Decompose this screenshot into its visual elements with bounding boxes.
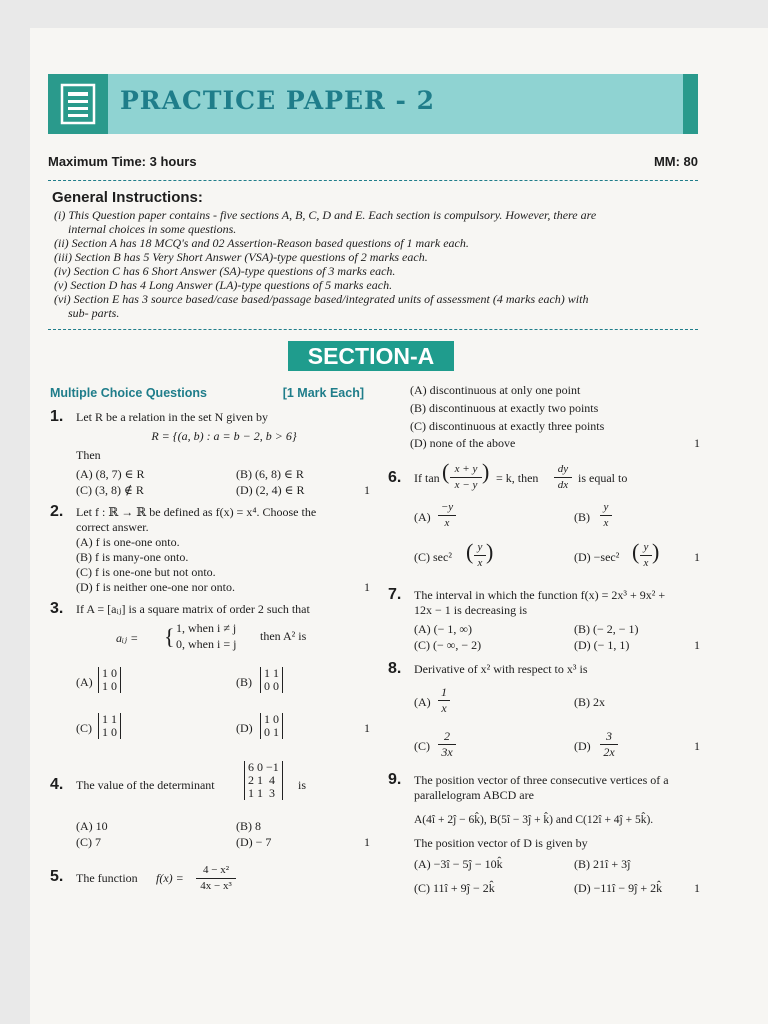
option-b: (B) (236, 675, 252, 689)
document-icon (48, 74, 108, 134)
question-8: 8. Derivative of x² with respect to x³ is (A) 1 x (B) 2x (C) 2 3x (D) 3 2x 1 (388, 660, 700, 759)
question-1: 1. Let R be a relation in the set N given by R = {(a, b) : a = b − 2, b > 6} Then (A) (8, 7) ∈ R (B) (6, 8) ∈ R (C) (3, 8) ∉ R (D) (2, 4) ∈ R 1 (50, 408, 370, 497)
instruction-line: (ii) Section A has 18 MCQ's and 02 Assertion-Reason based questions of 1 mark each. (54, 236, 469, 250)
question-mark: 1 (694, 739, 700, 753)
option-a: (A) (414, 510, 431, 524)
instruction-line: (vi) Section E has 3 source based/case based/passage based/integrated units of assessment (4 marks each) with (54, 292, 589, 306)
instruction-line: (v) Section D has 4 Long Answer (LA)-type questions of 5 marks each. (54, 278, 393, 292)
left-column (50, 386, 372, 897)
option-d: (D) − 7 (236, 835, 272, 849)
question-mark: 1 (694, 550, 700, 564)
matrix-b: 1 1 0 0 (260, 667, 283, 693)
section-heading: SECTION-A (288, 341, 454, 371)
option-a: (A) −3î − 5ĵ − 10k̂ (414, 857, 503, 871)
question-9: 9. The position vector of three consecutive vertices of a parallelogram ABCD are A(4î + 2ĵ − 6k̂), B(5î − 3ĵ + k̂) and C(12î + 4ĵ + 5k̂). The position vector of D is given by (A) −3î − 5ĵ − 10k̂ (B) 21î + 3ĵ (C) 11î + 9ĵ − 2k̂ (D) −11î − 9ĵ + 2k̂ 1 (388, 771, 700, 895)
option-d: (D) f is neither one-one nor onto. (76, 580, 235, 594)
general-instructions (48, 180, 698, 330)
option-b: (B) (− 2, − 1) (574, 622, 639, 636)
option-b: (B) discontinuous at exactly two points (410, 401, 599, 415)
question-mark: 1 (364, 580, 370, 594)
option-d: (D) −11î − 9ĵ + 2k̂ (574, 881, 663, 895)
option-b: (B) 8 (236, 819, 261, 833)
instruction-line: (i) This Question paper contains - five sections A, B, C, D and E. Each section is compulsory. However, there are (54, 208, 597, 222)
question-mark: 1 (694, 881, 700, 895)
option-b: (B) 21î + 3ĵ (574, 857, 631, 871)
max-marks: MM: 80 (653, 154, 698, 169)
instruction-line: (iii) Section B has 5 Very Short Answer (VSA)-type questions of 2 marks each. (54, 250, 428, 264)
option-b: (B) (6, 8) ∈ R (236, 467, 304, 481)
question-6: 6. If tan ( x + y x − y ) = k, then dy dx is equal to (A) −y x (B) y x (C) sec² ( y x ) (D) −sec² ( y x ) 1 (388, 459, 700, 569)
option-a: (A) f is one-one onto. (76, 535, 180, 549)
option-a: (A) 10 (76, 819, 108, 833)
option-c: (C) f is one-one but not onto. (76, 565, 216, 579)
determinant: 6 0 −1 2 1 4 1 1 3 (244, 761, 283, 800)
option-c: (C) 7 (76, 835, 101, 849)
page-title: PRACTICE PAPER - 2 (120, 86, 436, 115)
mcq-marks: [1 Mark Each] (282, 386, 364, 400)
option-a: (A) (414, 695, 431, 709)
option-c: (C) (76, 721, 92, 735)
question-mark: 1 (694, 638, 700, 652)
option-d: (D) (− 1, 1) (574, 638, 630, 652)
option-a: (A) discontinuous at only one point (410, 383, 581, 397)
question-2: 2. Let f : ℝ → ℝ be defined as f(x) = x⁴. Choose the correct answer. (A) f is one-one onto. (B) f is many-one onto. (C) f is one-one but not onto. (D) f is neither one-one nor onto. 1 (50, 503, 370, 594)
question-7: 7. The interval in which the function f(x) = 2x³ + 9x² + 12x − 1 is decreasing is (A) (− 1, ∞) (B) (− 2, − 1) (C) (− ∞, − 2) (D) (− 1, 1) 1 (388, 586, 700, 652)
option-a: (A) (− 1, ∞) (414, 622, 472, 636)
instruction-line: sub- parts. (68, 306, 120, 320)
position-vectors: A(4î + 2ĵ − 6k̂), B(5î − 3ĵ + k̂) and C(12î + 4ĵ + 5k̂). (414, 814, 654, 826)
question-mark: 1 (364, 483, 370, 497)
relation-formula: R = {(a, b) : a = b − 2, b > 6} (151, 429, 297, 443)
question-4: 4. The value of the determinant 6 0 −1 2 1 4 1 1 3 is (A) 10 (B) 8 (C) 7 (D) − 7 1 (50, 760, 370, 849)
option-b: (B) f is many-one onto. (76, 550, 189, 564)
mcq-heading: Multiple Choice Questions [1 Mark Each] (50, 386, 364, 400)
piecewise-definition: aᵢⱼ = { 1, when i ≠ j 0, when i = j then A² is (116, 621, 307, 651)
option-a: (A) (8, 7) ∈ R (76, 467, 145, 481)
option-b: (B) (574, 510, 590, 524)
option-c: (C) (− ∞, − 2) (414, 638, 482, 652)
option-b: (B) 2x (574, 695, 605, 709)
matrix-d: 1 0 0 1 (260, 713, 283, 739)
matrix-a: 1 0 1 0 (98, 667, 121, 693)
title-banner (48, 74, 698, 134)
option-c: (C) 11î + 9ĵ − 2k̂ (414, 881, 495, 895)
paper-meta (48, 154, 698, 169)
option-d: (D) (236, 721, 253, 735)
option-d: (D) none of the above (410, 436, 516, 450)
question-5: 5. The function f(x) = 4 − x² 4x − x³ (50, 863, 372, 897)
question-mark: 1 (364, 835, 370, 849)
option-a: (A) (76, 675, 93, 689)
option-c: (C) discontinuous at exactly three points (410, 419, 605, 433)
instruction-line: (iv) Section C has 6 Short Answer (SA)-type questions of 3 marks each. (54, 264, 396, 278)
option-d: (D) −sec² (574, 550, 620, 564)
instructions-heading: General Instructions: (52, 189, 203, 206)
option-c: (C) (3, 8) ∉ R (76, 483, 144, 497)
question-mark: 1 (364, 721, 370, 735)
option-d: (D) (574, 739, 591, 753)
right-column (388, 383, 702, 897)
option-d: (D) (2, 4) ∈ R (236, 483, 305, 497)
question-3: 3. If A = [aᵢⱼ] is a square matrix of order 2 such that aᵢⱼ = { 1, when i ≠ j 0, when i = j then A² is (A) 1 0 1 0 (B) 1 1 0 0 (C) 1 1 1 0 (D) 1 0 0 1 1 (50, 600, 370, 739)
matrix-c: 1 1 1 0 (98, 713, 121, 739)
max-time: Maximum Time: 3 hours (48, 154, 197, 169)
question-mark: 1 (694, 436, 700, 450)
option-c: (C) (414, 739, 430, 753)
option-c: (C) sec² (414, 550, 452, 564)
question-5-options (388, 383, 702, 452)
instruction-line: internal choices in some questions. (68, 222, 237, 236)
